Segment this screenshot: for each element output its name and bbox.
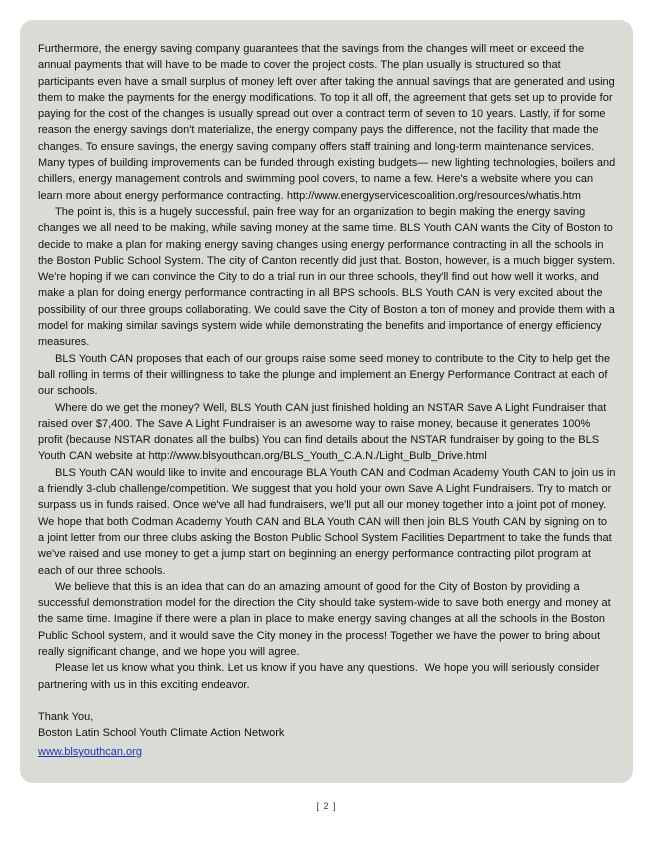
page-number: [ 2 ] — [316, 801, 337, 811]
letter-content-box — [20, 20, 633, 783]
closing-thanks: Thank You, — [38, 711, 94, 724]
paragraph-the-point-is: The point is, this is a hugely successful, pain free way for an organization to begin making the energy saving changes we all need to be making, while saving money at the same time. BLS Youth CAN wants the City of Boston to decide to make a plan for making energy saving changes using energy performance contracting in all the schools in the Boston Public School System. The city of Canton recently did just that. Boston, however, is a much bigger system. We're hoping if we can convince the City to do a trial run in our three schools, they'll find out how well it works, and make a plan for doing energy performance contracting in all BPS schools. BLS Youth CAN is very excited about the possibility of our three groups collaborating. We could save the City of Boston a ton of money and provide them with a model for making similar savings system wide while demonstrating the benefits and importance of energy efficiency measures. — [38, 205, 619, 349]
website-link[interactable]: www.blsyouthcan.org — [38, 745, 142, 758]
paragraph-please-let-us-know: Please let us know what you think. Let us know if you have any questions. We hope you will seriously consider partnering with us in this exciting endeavor. — [38, 662, 603, 691]
paragraph-seed-money: BLS Youth CAN proposes that each of our groups raise some seed money to contribute to the City to help get the ball rolling in terms of their willingness to take the plunge and implement an Energy Performance Contract at each of our schools. — [38, 352, 614, 398]
paragraph-we-believe: We believe that this is an idea that can do an amazing amount of good for the City of Boston by providing a successful demonstration model for the direction the City should take system-wide to save both energy and money at the same time. Imagine if there were a plan in place to make energy saving changes at all the schools in the Boston Public School system, and it would save the City money in the process! Together we have the power to bring about really significant change, and we hope you will agree. — [38, 580, 614, 658]
paragraph-fundraiser: Where do we get the money? Well, BLS Youth CAN just finished holding an NSTAR Save A Light Fundraiser that raised over $7,400. The Save A Light Fundraiser is an awesome way to raise money, because it generates 100% profit (because NSTAR donates all the bulbs) You can find details about the NSTAR fundraiser by going to the BLS Youth CAN website at http://www.blsyouthcan.org/BLS_Youth_C.A.N./Light_Bulb_Drive.html — [38, 401, 610, 463]
closing-signature: Boston Latin School Youth Climate Action Network — [38, 727, 285, 740]
paragraph-invitation: BLS Youth CAN would like to invite and encourage BLA Youth CAN and Codman Academy Youth CAN to join us in a friendly 3-club challenge/competition. We suggest that you hold your own Save A Light Fundraisers. Try to match or surpass us in funds raised. Once we've all had fundraisers, we'll put all our money together into a joint pot of money. We hope that both Codman Academy Youth CAN and BLA Youth CAN will then join BLS Youth CAN by signing on to a joint letter from our three clubs asking the Boston Public School System Facilities Department to take the funds that we've raised and use money to get a jump start on beginning an energy performance contracting pilot program at each of our three schools. — [38, 466, 619, 577]
closing-block — [38, 709, 616, 760]
paragraph-furthermore: Furthermore, the energy saving company guarantees that the savings from the changes will meet or exceed the annual payments that will have to be made to cover the project costs. The plan usually is structured so that participants even have a small surplus of money left over after taking the annual savings that are generated and using them to make the payments for the energy modifications. To top it all off, the agreement that gets set up to provide for paying for the cost of the changes is usually spread out over a contract term of seven to 10 years. Lastly, if for some reason the energy savings don't materialize, the energy company pays the difference, not the facility that made the changes. To ensure savings, the energy saving company offers staff training and long-term maintenance services. Many types of building improvements can be funded through existing budgets— new lighting technologies, boilers and chillers, energy management controls and swimming pool covers, to name a few. Here's a website where you can learn more about energy performance contracting. http://www.energyservicescoalition.org/resources/whatis.htm — [38, 43, 619, 202]
